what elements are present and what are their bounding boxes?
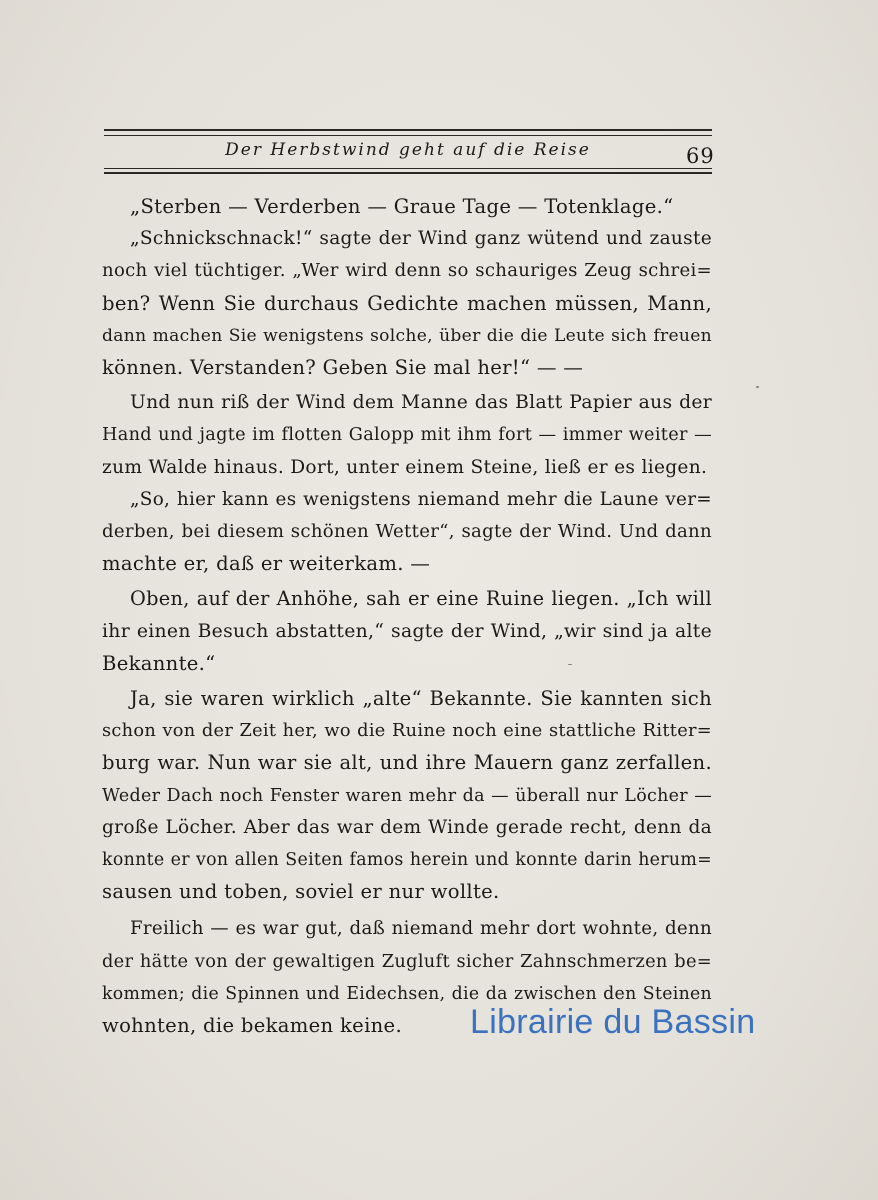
text-line: Oben, auf der Anhöhe, sah er eine Ruine liegen. „Ich will — [130, 587, 712, 611]
text-line: können. Verstanden? Geben Sie mal her!“ — — — [102, 356, 584, 380]
paper-speck — [568, 664, 572, 665]
text-line: „Sterben — Verderben — Graue Tage — Totenklage.“ — [130, 195, 674, 218]
header-rule-bottom — [104, 172, 712, 174]
text-line: Bekannte.“ — [102, 651, 216, 675]
text-line: burg war. Nun war sie alt, und ihre Mauern ganz zerfallen. — [102, 751, 712, 775]
body-text — [102, 191, 712, 1042]
text-line: der hätte von der gewaltigen Zugluft sicher Zahnschmerzen be= — [102, 950, 712, 972]
text-line: derben, bei diesem schönen Wetter“, sagte der Wind. Und dann — [102, 521, 712, 543]
text-line: kommen; die Spinnen und Eidechsen, die da zwischen den Steinen — [102, 983, 712, 1004]
watermark: Librairie du Bassin — [470, 1003, 756, 1041]
header-rule-top-thin — [104, 135, 712, 136]
text-line: „So, hier kann es wenigstens niemand mehr die Laune ver= — [130, 488, 712, 510]
text-line: ihr einen Besuch abstatten,“ sagte der Wind, „wir sind ja alte — [102, 620, 712, 642]
page-number: 69 — [686, 144, 715, 168]
text-line: Hand und jagte im flotten Galopp mit ihm fort — immer weiter — — [102, 425, 712, 446]
text-line: „Schnickschnack!“ sagte der Wind ganz wütend und zauste — [130, 228, 712, 250]
paper-speck — [756, 386, 759, 388]
header-rule-bottom-thin — [104, 168, 712, 169]
text-line: ben? Wenn Sie durchaus Gedichte machen müssen, Mann, — [102, 291, 712, 315]
text-line: konnte er von allen Seiten famos herein und konnte darin herum= — [102, 850, 712, 871]
text-line: machte er, daß er weiterkam. — — [102, 552, 431, 576]
text-line: wohnten, die bekamen keine. — [102, 1014, 402, 1038]
text-line: schon von der Zeit her, wo die Ruine noch eine stattliche Ritter= — [102, 721, 712, 742]
text-line: Freilich — es war gut, daß niemand mehr dort wohnte, denn — [130, 918, 712, 940]
text-line: noch viel tüchtiger. „Wer wird denn so schauriges Zeug schrei= — [102, 260, 712, 282]
text-line: zum Walde hinaus. Dort, unter einem Steine, ließ er es liegen. — [102, 456, 708, 478]
header-rule-top — [104, 129, 712, 131]
running-title: Der Herbstwind geht auf die Reise — [225, 140, 591, 160]
text-line: Und nun riß der Wind dem Manne das Blatt Papier aus der — [130, 392, 712, 414]
text-line: große Löcher. Aber das war dem Winde gerade recht, denn da — [102, 816, 712, 838]
text-line: Weder Dach noch Fenster waren mehr da — überall nur Löcher — — [102, 785, 712, 806]
text-line: dann machen Sie wenigstens solche, über die die Leute sich freuen — [102, 325, 712, 346]
text-line: sausen und toben, soviel er nur wollte. — [102, 880, 500, 904]
text-line: Ja, sie waren wirklich „alte“ Bekannte. Sie kannten sich — [130, 687, 712, 711]
